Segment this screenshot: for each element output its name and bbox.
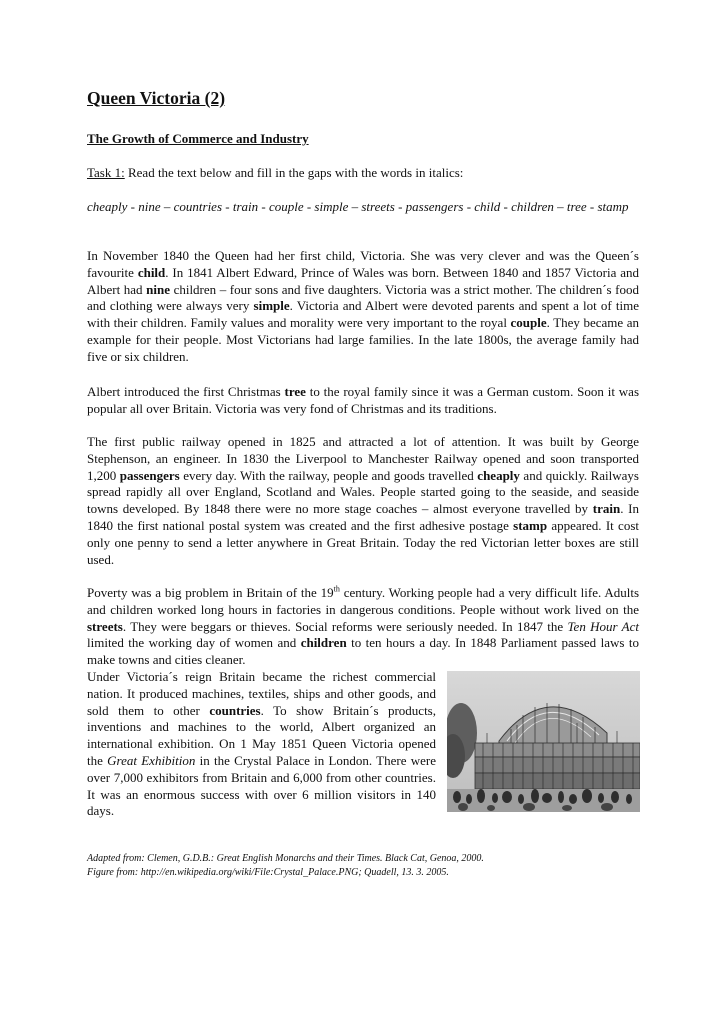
answer-word: countries [209,702,261,718]
source-citation [87,852,484,880]
text-run: children – four sons and five daughters. Victoria was a strict mother. The children´s food and clothing were always very [87,281,639,314]
paragraph-family [87,248,639,366]
answer-word: couple [510,315,547,331]
paragraph-exhibition [87,669,436,820]
text-run: Poverty was a big problem in Britain of the 19 [87,585,334,600]
task-instruction [87,165,463,181]
text-run: appeared. It cost only one penny to send a letter anywhere in Great Britain. Today the red Victorian letter boxes are still used. [87,517,639,567]
text-run: . In 1841 Albert Edward, Prince of Wales was born. Between 1840 and 1857 Victoria and Albert had [87,264,640,297]
answer-word: nine [146,281,170,297]
text-run: to the royal family since it was a German custom. Soon it was popular all over Britain. Victoria was very fond of Christmas and its traditions. [87,384,640,416]
text-run: Albert introduced the first Christmas [87,384,285,399]
answer-word: simple [253,298,290,314]
text-run: . Victoria and Albert were devoted parents and spent a lot of time with their children. Family values and morality were very important to the royal [87,298,639,331]
text-run: . They were beggars or thieves. Social reforms were seriously needed. In 1847 the [122,618,568,634]
answer-word: train [592,501,621,517]
text-run: in the Crystal Palace in London. There were over 7,000 exhibitors from Britain and 6,000 from other countries. It was an enormous success with over 6 million visitors in 140 days. [87,752,436,819]
text-run: Under Victoria´s reign Britain became the richest commercial nation. It produced machines, textiles, ships and other goods, and sold them to other [87,669,436,718]
text-run: . In 1840 the first national postal system was created and the first adhesive postage [87,501,639,533]
text-run: The first public railway opened in 1825 and attracted a lot of attention. It was built by George Stephenson, an engineer. In 1830 the Liverpool to Manchester Railway opened and soon transported 1,200 [87,434,639,483]
answer-word: streets [87,618,123,634]
page-title: Queen Victoria (2) [87,88,226,108]
answer-word: stamp [513,517,548,533]
text-run: century. Working people had a very difficult life. Adults and children worked long hours in factories in dangerous conditions. People without work lived on the [87,585,639,617]
text-run: . They became an example for their people. Most Victorians had large families. In the late 1800s, the average family had five or six children. [87,315,639,364]
text-run: to ten hours a day. In 1848 Parliament passed laws to make towns and cities cleaner. [87,635,639,668]
answer-word: passengers [119,467,180,483]
answer-word: children [300,635,347,651]
superscript: th [333,584,340,594]
text-run: and quickly. Railways spread rapidly all over England, Scotland and Wales. People started going to the seaside, and seaside towns developed. By 1848 there were no more stage coaches – almost everyone travelled by [87,467,639,517]
paragraph-christmas [87,384,639,418]
task-text: Read the text below and fill in the gaps with the words in italics: [124,165,464,180]
answer-word: child [137,264,166,280]
text-run: every day. With the railway, people and goods travelled [179,467,478,483]
italic-term: Ten Hour Act [567,618,639,634]
source-line-1: Adapted from: Clemen, G.D.B.: Great English Monarchs and their Times. Black Cat, Genoa, 2000. [87,853,484,864]
paragraph-railway [87,434,639,568]
answer-word: tree [284,384,306,399]
crystal-palace-image [447,671,640,812]
task-label: Task 1: [87,165,125,180]
source-line-2: Figure from: http://en.wikipedia.org/wiki/File:Crystal_Palace.PNG; Quadell, 13. 3. 2005. [87,867,449,878]
section-heading: The Growth of Commerce and Industry [87,131,309,146]
word-list: cheaply - nine – countries - train - couple - simple – streets - passengers - child - children – tree - stamp [87,199,629,214]
text-run: In November 1840 the Queen had her first child, Victoria. She was very clever and was the Queen´s favourite [87,248,639,280]
text-run: limited the working day of women and [87,635,301,651]
paragraph-poverty [87,585,639,669]
italic-term: Great Exhibition [107,752,196,768]
answer-word: cheaply [477,467,520,483]
text-run: . To show Britain´s products, inventions and machines to the world, Albert organized an international exhibition. On 1 May 1851 Queen Victoria opened the [87,702,436,768]
